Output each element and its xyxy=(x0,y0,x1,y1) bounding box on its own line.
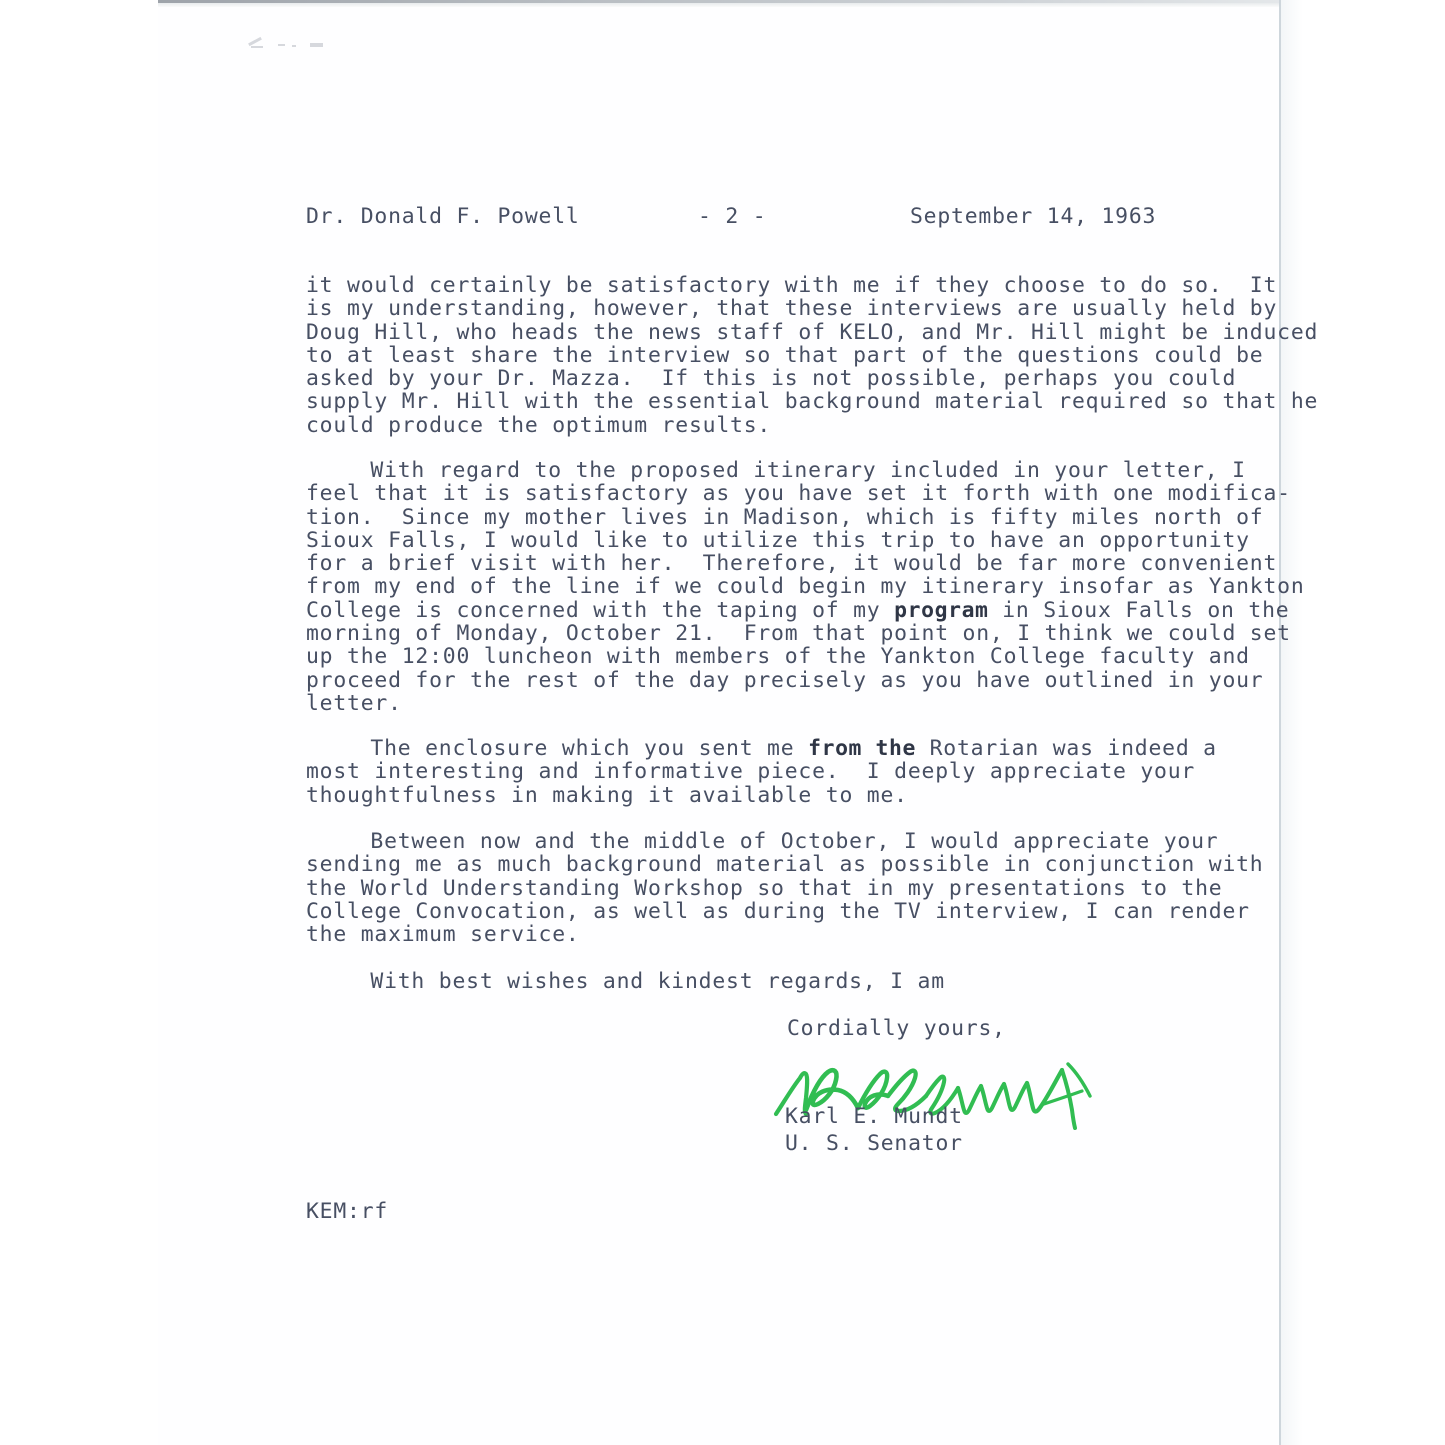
letter-line: letter. xyxy=(306,690,402,716)
letter-line: College is concerned with the taping of my program in Sioux Falls on the xyxy=(306,597,1290,623)
letter-line: Sioux Falls, I would like to utilize this trip to have an opportunity xyxy=(306,527,1250,553)
header-recipient-name: Dr. Donald F. Powell xyxy=(306,203,580,229)
signature-title: U. S. Senator xyxy=(785,1131,963,1156)
letter-line: up the 12:00 luncheon with members of the Yankton College faculty and xyxy=(306,644,1250,670)
header-date: September 14, 1963 xyxy=(910,203,1157,229)
signature-typed-name: Karl E. Mundt xyxy=(785,1104,963,1129)
letter-line: morning of Monday, October 21. From that point on, I think we could set xyxy=(306,621,1291,647)
complimentary-close: Cordially yours, xyxy=(787,1016,1006,1041)
letter-line: most interesting and informative piece. I deeply appreciate your xyxy=(306,759,1196,785)
overstruck-bold-text: from the xyxy=(808,736,916,761)
letter-line: College Convocation, as well as during the TV interview, I can render xyxy=(306,898,1250,924)
letter-line: Doug Hill, who heads the news staff of KELO, and Mr. Hill might be induced xyxy=(306,319,1319,345)
letter-line: supply Mr. Hill with the essential background material required so that he xyxy=(306,389,1319,415)
letter-line: it would certainly be satisfactory with me if they choose to do so. It xyxy=(306,273,1278,298)
paragraph-1 xyxy=(306,273,1319,438)
letter-line: could produce the optimum results. xyxy=(306,412,772,438)
letter-line: to at least share the interview so that part of the questions could be xyxy=(306,342,1264,368)
paragraph-4 xyxy=(306,829,1264,948)
letter-line: the maximum service. xyxy=(306,922,580,948)
letter-line: tion. Since my mother lives in Madison, which is fifty miles north of xyxy=(306,504,1264,530)
letter-line: asked by your Dr. Mazza. If this is not possible, perhaps you could xyxy=(306,366,1237,392)
letter-line: sending me as much background material as possible in conjunction with xyxy=(306,852,1264,878)
header-page-number: - 2 - xyxy=(698,203,767,229)
letter-line: feel that it is satisfactory as you have set it forth with one modifica- xyxy=(306,481,1291,507)
letter-line: thoughtfulness in making it available to me. xyxy=(306,782,908,808)
letter-line: Between now and the middle of October, I would appreciate your xyxy=(370,829,1219,854)
letter-line: is my understanding, however, that these interviews are usually held by xyxy=(306,296,1278,322)
paragraph-5-closing-salutation xyxy=(306,970,1196,993)
letter-line: The enclosure which you sent me from the Rotarian was indeed a xyxy=(370,736,1217,761)
letter-line: the World Understanding Workshop so that in my presentations to the xyxy=(306,875,1223,901)
letter-line: With regard to the proposed itinerary included in your letter, I xyxy=(370,458,1246,483)
letter-line: from my end of the line if we could begin my itinerary insofar as Yankton xyxy=(306,574,1305,600)
paragraph-3 xyxy=(306,736,1217,808)
overstruck-bold-text: program xyxy=(894,597,989,623)
letter-line: for a brief visit with her. Therefore, it would be far more convenient xyxy=(306,551,1278,577)
letter-line: proceed for the rest of the day precisely as you have outlined in your xyxy=(306,667,1264,693)
letter-header xyxy=(306,158,1206,274)
typist-initials: KEM:rf xyxy=(306,1199,389,1224)
paragraph-2 xyxy=(306,458,1305,716)
letter-line: With best wishes and kindest regards, I am xyxy=(370,969,945,994)
